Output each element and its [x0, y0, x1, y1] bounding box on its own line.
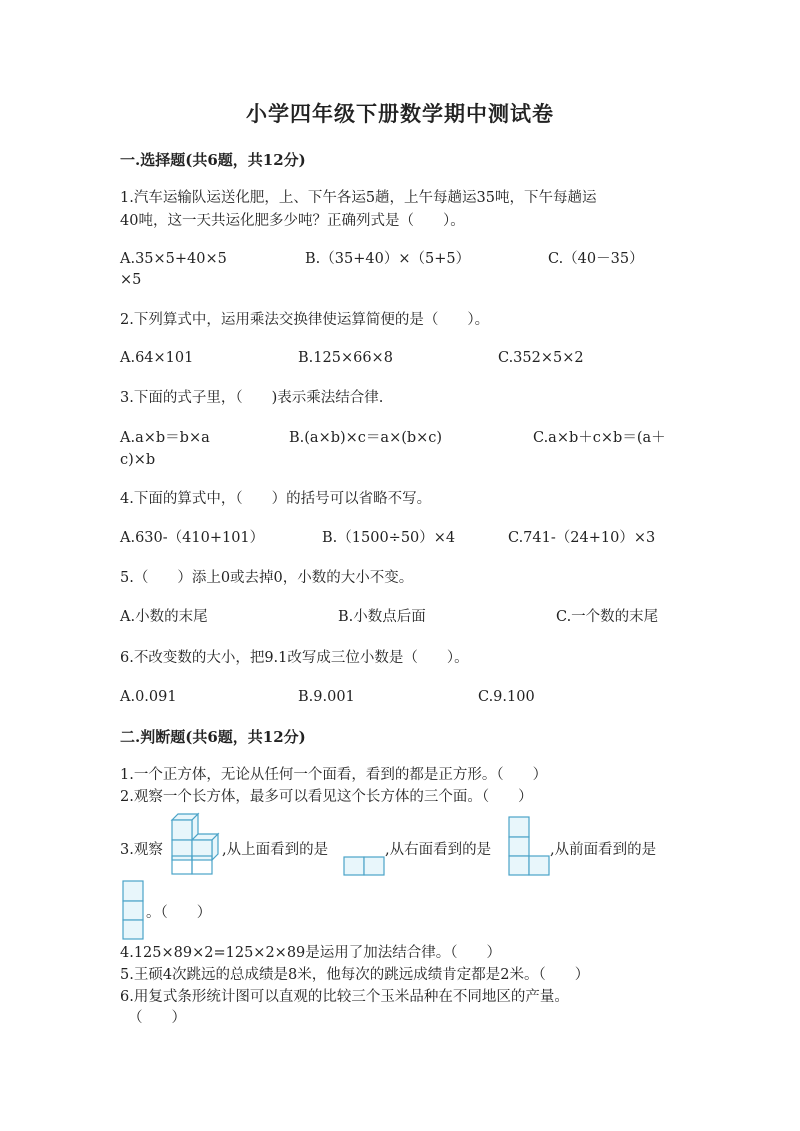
q5-option-a[interactable]: A.小数的末尾 — [120, 609, 208, 625]
q6-stem: 6.不改变数的大小，把9.1改写成三位小数是（ ）。 — [120, 650, 469, 666]
q1-option-c-wrap: ×5 — [120, 272, 142, 288]
judge-q5: 5.王硕4次跳远的总成绩是8米，他每次的跳远成绩肯定都是2米。（ ） — [120, 967, 590, 983]
q4-option-b[interactable]: B.（1500÷50）×4 — [322, 530, 456, 546]
judge-q1: 1.一个正方体，无论从任何一个面看，看到的都是正方形。（ ） — [120, 767, 548, 783]
judge-q3-end: 。（ ） — [146, 905, 212, 921]
q4-stem: 4.下面的算式中，（ ）的括号可以省略不写。 — [120, 491, 432, 507]
q3-stem: 3.下面的式子里，（ )表示乘法结合律. — [120, 390, 384, 406]
q1-stem-line1: 1.汽车运输队运送化肥，上、下午各运5趟，上午每趟运35吨，下午每趟运 — [120, 190, 597, 206]
q5-option-b[interactable]: B.小数点后面 — [338, 609, 426, 625]
judge-q3-part3: ,从右面看到的是 — [385, 842, 492, 858]
page-title: 小学四年级下册数学期中测试卷 — [246, 101, 554, 126]
judge-q3-part2: ,从上面看到的是 — [222, 842, 329, 858]
section1-heading: 一.选择题(共6题，共12分) — [120, 151, 306, 169]
q3-figure-top-view — [343, 856, 385, 876]
q4-option-a[interactable]: A.630-（410+101） — [120, 530, 265, 546]
q5-stem: 5.（ ）添上0或去掉0，小数的大小不变。 — [120, 570, 414, 586]
section2-heading: 二.判断题(共6题，共12分) — [120, 728, 306, 746]
q1-option-a[interactable]: A.35×5+40×5 — [120, 251, 227, 267]
q6-option-b[interactable]: B.9.001 — [298, 689, 355, 705]
q3-figure-right-view — [508, 816, 550, 876]
q3-option-a[interactable]: A.a×b＝b×a — [120, 430, 210, 446]
q5-option-c[interactable]: C.一个数的末尾 — [556, 609, 659, 625]
q2-option-a[interactable]: A.64×101 — [120, 350, 194, 366]
q2-stem: 2.下列算式中，运用乘法交换律使运算简便的是（ ）。 — [120, 312, 490, 328]
q4-option-c[interactable]: C.741-（24+10）×3 — [508, 530, 656, 546]
q1-option-c[interactable]: C.（40－35） — [548, 251, 644, 267]
q2-option-c[interactable]: C.352×5×2 — [498, 350, 584, 366]
q1-stem-line2: 40吨，这一天共运化肥多少吨？正确列式是（ ）。 — [120, 213, 465, 229]
q3-option-b[interactable]: B.(a×b)×c＝a×(b×c) — [289, 430, 443, 446]
judge-q6-line2: （ ） — [128, 1010, 186, 1026]
q1-option-b[interactable]: B.（35+40）×（5+5） — [305, 251, 471, 267]
q3-option-c-wrap: c)×b — [120, 452, 156, 468]
judge-q6-line1: 6.用复式条形统计图可以直观的比较三个玉米品种在不同地区的产量。 — [120, 989, 569, 1005]
q2-option-b[interactable]: B.125×66×8 — [298, 350, 393, 366]
q3-figure-front-view — [122, 880, 144, 940]
q3-figure-solid — [170, 812, 222, 876]
judge-q3-part4: ,从前面看到的是 — [550, 842, 657, 858]
judge-q2: 2.观察一个长方体，最多可以看见这个长方体的三个面。（ ） — [120, 789, 533, 805]
q6-option-a[interactable]: A.0.091 — [120, 689, 177, 705]
judge-q4: 4.125×89×2=125×2×89是运用了加法结合律。（ ） — [120, 945, 502, 961]
q3-option-c[interactable]: C.a×b＋c×b＝(a＋ — [533, 430, 666, 446]
q6-option-c[interactable]: C.9.100 — [478, 689, 535, 705]
judge-q3-part1: 3.观察 — [120, 842, 163, 858]
